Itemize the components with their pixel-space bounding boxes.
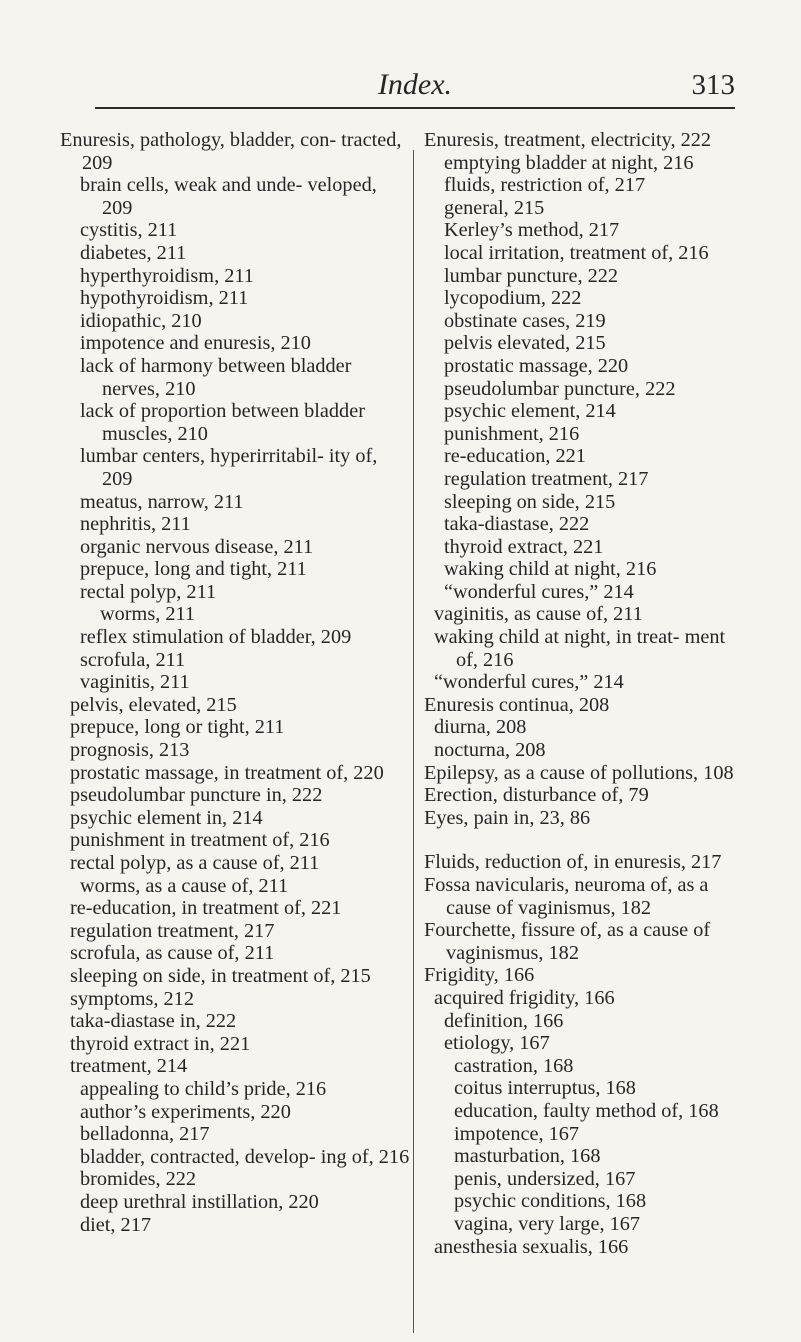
index-entry: thyroid extract, 221 — [444, 535, 604, 558]
index-entry: scrofula, as cause of, 211 — [70, 942, 275, 965]
column-divider — [413, 150, 414, 1333]
header-rule — [95, 107, 735, 109]
index-entry: symptoms, 212 — [70, 987, 194, 1010]
index-entry: nephritis, 211 — [80, 513, 191, 536]
index-entry: Fourchette, fissure of, as a cause of vaginismus, 182 — [424, 919, 711, 964]
index-entry: rectal polyp, 211 — [80, 580, 217, 603]
index-entry: punishment in treatment of, 216 — [70, 829, 330, 852]
running-head: Index. — [377, 68, 453, 101]
index-entry: lycopodium, 222 — [444, 287, 582, 310]
index-entry: impotence and enuresis, 210 — [80, 332, 311, 355]
index-entry: brain cells, weak and unde- veloped, 209 — [80, 174, 377, 219]
index-entry: hypothyroidism, 211 — [80, 287, 249, 310]
index-entry: prepuce, long or tight, 211 — [70, 716, 285, 739]
page-header — [95, 70, 735, 104]
index-entry: vaginitis, as cause of, 211 — [434, 603, 643, 626]
index-entry: diabetes, 211 — [80, 241, 187, 264]
index-entry: lack of harmony between bladder nerves, 210 — [80, 354, 352, 400]
index-entry: pelvis elevated, 215 — [444, 332, 606, 355]
index-entry: taka-diastase in, 222 — [70, 1010, 237, 1033]
index-entry: hyperthyroidism, 211 — [80, 264, 254, 287]
page-number: 313 — [691, 69, 735, 101]
index-entry: definition, 166 — [444, 1009, 564, 1032]
index-entry: deep urethral instillation, 220 — [80, 1190, 319, 1213]
index-entry: masturbation, 168 — [454, 1145, 601, 1168]
index-entry: prostatic massage, 220 — [444, 354, 629, 377]
index-entry: etiology, 167 — [444, 1032, 550, 1055]
index-entry: diurna, 208 — [434, 716, 527, 739]
index-column-left — [60, 129, 410, 1236]
index-entry: diet, 217 — [80, 1213, 151, 1236]
index-entry: psychic conditions, 168 — [454, 1190, 647, 1213]
index-entry: obstinate cases, 219 — [444, 309, 606, 332]
index-entry: lumbar puncture, 222 — [444, 264, 619, 287]
index-entry: waking child at night, in treat- ment of, 216 — [434, 626, 726, 671]
index-entry: thyroid extract in, 221 — [70, 1032, 251, 1055]
index-entry: taka-diastase, 222 — [444, 513, 590, 536]
index-entry: Enuresis, pathology, bladder, con- tracted, 209 — [60, 129, 402, 174]
index-entry: regulation treatment, 217 — [444, 467, 649, 490]
index-entry: “wonderful cures,” 214 — [444, 580, 634, 603]
index-entry: pseudolumbar puncture in, 222 — [70, 784, 323, 807]
index-entry: coitus interruptus, 168 — [454, 1077, 636, 1100]
index-entry: punishment, 216 — [444, 422, 580, 445]
index-entry: sleeping on side, in treatment of, 215 — [70, 964, 371, 987]
index-entry: re-education, 221 — [444, 445, 586, 468]
index-entry: Frigidity, 166 — [424, 964, 535, 987]
index-entry: psychic element, 214 — [444, 400, 616, 423]
index-entry: impotence, 167 — [454, 1122, 580, 1145]
index-entry: lumbar centers, hyperirritabil- ity of, 209 — [80, 445, 378, 490]
index-entry: idiopathic, 210 — [80, 309, 202, 332]
index-entry: organic nervous disease, 211 — [80, 535, 314, 558]
index-entry: waking child at night, 216 — [444, 558, 657, 581]
index-entry: belladonna, 217 — [80, 1123, 210, 1146]
index-entry: reflex stimulation of bladder, 209 — [80, 626, 352, 649]
index-entry: emptying bladder at night, 216 — [444, 151, 694, 174]
index-entry: author’s experiments, 220 — [80, 1100, 291, 1123]
index-entry: Enuresis, treatment, electricity, 222 — [424, 129, 712, 151]
index-entry: vaginitis, 211 — [80, 671, 190, 694]
index-entry: appealing to child’s pride, 216 — [80, 1077, 327, 1100]
index-entry: worms, 211 — [100, 603, 196, 626]
index-entry: general, 215 — [444, 196, 545, 219]
index-entry: education, faulty method of, 168 — [454, 1099, 719, 1122]
index-entry: meatus, narrow, 211 — [80, 490, 244, 513]
index-entry: Enuresis continua, 208 — [424, 693, 610, 716]
index-entry: sleeping on side, 215 — [444, 490, 616, 513]
index-entry: penis, undersized, 167 — [454, 1167, 636, 1190]
index-entry: bladder, contracted, develop- ing of, 216 — [80, 1145, 410, 1168]
index-entry: Eyes, pain in, 23, 86 — [424, 806, 591, 829]
index-entry: castration, 168 — [454, 1054, 574, 1077]
index-entry: scrofula, 211 — [80, 648, 186, 671]
index-entry: vagina, very large, 167 — [454, 1212, 641, 1235]
index-entry: local irritation, treatment of, 216 — [444, 241, 709, 264]
index-entry: anesthesia sexualis, 166 — [434, 1235, 629, 1258]
index-entry: pelvis, elevated, 215 — [70, 693, 237, 716]
index-entry: Epilepsy, as a cause of pollutions, 108 — [424, 761, 734, 784]
index-entry: nocturna, 208 — [434, 739, 546, 762]
index-entry: Fluids, reduction of, in enuresis, 217 — [424, 851, 722, 874]
index-entry: regulation treatment, 217 — [70, 919, 275, 942]
index-entry: re-education, in treatment of, 221 — [70, 897, 342, 920]
index-entry: treatment, 214 — [70, 1055, 188, 1078]
index-entry: prognosis, 213 — [70, 739, 190, 762]
index-entry: cystitis, 211 — [80, 219, 178, 242]
index-entry: acquired frigidity, 166 — [434, 986, 615, 1009]
index-entry: prostatic massage, in treatment of, 220 — [70, 761, 384, 784]
index-entry: fluids, restriction of, 217 — [444, 174, 646, 197]
index-entry: Fossa navicularis, neuroma of, as a cause of vaginismus, 182 — [424, 874, 709, 919]
index-entry: pseudolumbar puncture, 222 — [444, 377, 676, 400]
index-entry: lack of proportion between bladder muscles, 210 — [80, 400, 365, 445]
index-entry: bromides, 222 — [80, 1168, 197, 1191]
index-entry: Kerley’s method, 217 — [444, 219, 620, 242]
index-column-right — [424, 129, 750, 1258]
index-entry: psychic element in, 214 — [70, 806, 263, 829]
index-entry: worms, as a cause of, 211 — [80, 874, 289, 897]
index-entry: rectal polyp, as a cause of, 211 — [70, 852, 320, 874]
index-entry: prepuce, long and tight, 211 — [80, 558, 307, 581]
index-entry: Erection, disturbance of, 79 — [424, 784, 649, 807]
index-entry: “wonderful cures,” 214 — [434, 671, 624, 694]
